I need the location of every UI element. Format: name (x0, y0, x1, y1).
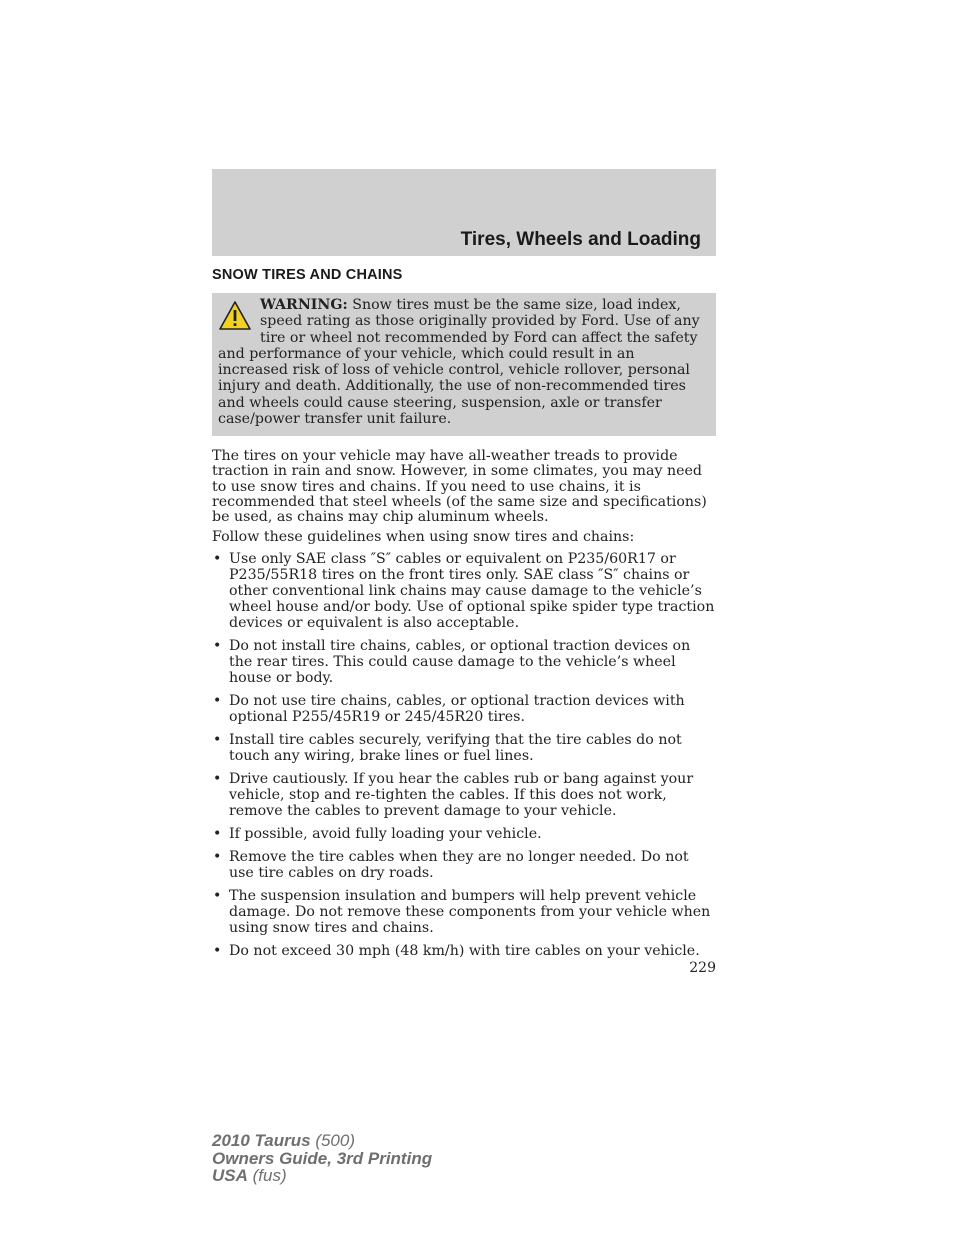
intro-paragraph: The tires on your vehicle may have all-weather treads to provide traction in rain and snow. However, in some climates, you may need to use snow tires and chains. If you need to use chains, it is recommended that steel wheels (of the same size and specifications) be used, as chains may chip aluminum wheels. (212, 448, 707, 526)
list-item: • Install tire cables securely, verifying that the tire cables do not touch any wiring, brake lines or fuel lines. (212, 732, 716, 764)
footer-line-region (212, 1167, 432, 1185)
warning-text: Snow tires must be the same size, load index, speed rating as those originally provided by Ford. Use of any tire or wheel not recommended by Ford can affect the safety and performance of your vehicle, which could result in an increased risk of loss of vehicle control, vehicle rollover, personal injury and death. Additionally, the use of non-recommended tires and wheels could cause steering, suspension, axle or transfer case/power transfer unit failure. (218, 297, 700, 428)
footer (212, 1132, 432, 1185)
footer-model: 2010 Taurus (212, 1131, 311, 1150)
list-item: • Drive cautiously. If you hear the cables rub or bang against your vehicle, stop and re-tighten the cables. If this does not work, remove the cables to prevent damage to your vehicle. (212, 771, 716, 819)
list-item: • If possible, avoid fully loading your vehicle. (212, 826, 716, 842)
page-number: 229 (689, 960, 716, 976)
section-header-band (212, 169, 716, 256)
body-content (212, 449, 716, 966)
guidelines-lead: Follow these guidelines when using snow tires and chains: (212, 529, 635, 546)
list-item: • Do not install tire chains, cables, or optional traction devices on the rear tires. This could cause damage to the vehicle’s wheel house or body. (212, 638, 716, 686)
guideline-list (212, 551, 716, 959)
section-title: Tires, Wheels and Loading (460, 229, 701, 250)
subheading: SNOW TIRES AND CHAINS (212, 267, 403, 283)
footer-guide: Owners Guide, 3rd Printing (212, 1148, 433, 1168)
list-item: • The suspension insulation and bumpers will help prevent vehicle damage. Do not remove these components from your vehicle when using snow tires and chains. (212, 888, 716, 936)
footer-line-model (212, 1132, 432, 1150)
list-item: • Do not exceed 30 mph (48 km/h) with tire cables on your vehicle. (212, 943, 716, 959)
list-item: • Use only SAE class ″S″ cables or equivalent on P235/60R17 or P235/55R18 tires on the front tires only. SAE class ″S″ chains or other conventional link chains may cause damage to the vehicle’s wheel house and/or body. Use of optional spike spider type traction devices or equivalent is also acceptable. (212, 551, 716, 631)
footer-region-code: (fus) (247, 1166, 287, 1185)
warning-triangle-icon (218, 299, 252, 333)
warning-label: WARNING: (260, 297, 348, 313)
footer-model-code: (500) (310, 1131, 356, 1150)
list-item: • Do not use tire chains, cables, or optional traction devices with optional P255/45R19 or 245/45R20 tires. (212, 693, 716, 725)
warning-box (212, 293, 716, 436)
footer-line-guide (212, 1150, 432, 1168)
list-item: • Remove the tire cables when they are no longer needed. Do not use tire cables on dry roads. (212, 849, 716, 881)
footer-region: USA (212, 1166, 248, 1185)
